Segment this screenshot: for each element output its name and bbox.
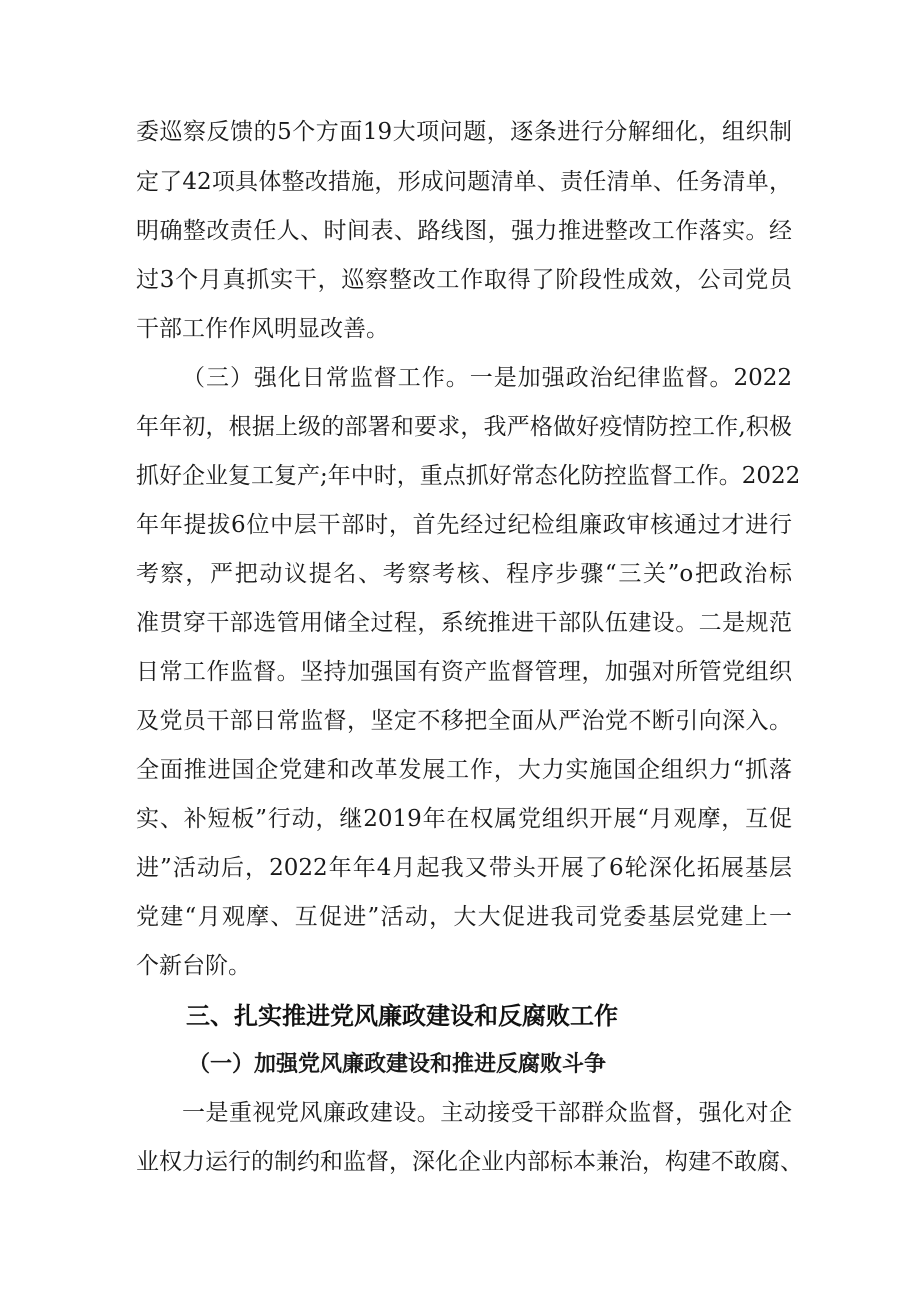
paragraph-2-line-10: 实、补短板”行动，继2019年在权属党组织开展“月观摩，互促	[136, 806, 792, 832]
paragraph-1-line-1: 委巡察反馈的5个方面19大项问题，逐条进行分解细化，组织制	[136, 119, 792, 145]
paragraph-2-line-9: 全面推进国企党建和改革发展工作，大力实施国企组织力“抓落	[136, 757, 792, 783]
paragraph-2-line-5: 考察，严把动议提名、考察考核、程序步骤“三关”o把政治标	[136, 561, 792, 587]
paragraph-1-line-5: 干部工作作风明显改善。	[136, 316, 389, 342]
paragraph-1-line-2: 定了42项具体整改措施，形成问题清单、责任清单、任务清单，	[136, 169, 792, 195]
paragraph-3-line-2: 业权力运行的制约和监督，深化企业内部标本兼治，构建不敢腐、	[136, 1149, 803, 1175]
paragraph-3-line-1: 一是重视党风廉政建设。主动接受干部群众监督，强化对企	[182, 1100, 792, 1126]
paragraph-2-line-4: 年年提拔6位中层干部时，首先经过纪检组廉政审核通过才进行	[136, 512, 792, 538]
paragraph-2-line-13: 个新台阶。	[136, 953, 251, 979]
paragraph-1-line-4: 过3个月真抓实干，巡察整改工作取得了阶段性成效，公司党员	[136, 267, 792, 293]
paragraph-1-line-3: 明确整改责任人、时间表、路线图，强力推进整改工作落实。经	[136, 218, 792, 244]
paragraph-2-line-6: 准贯穿干部选管用储全过程，系统推进干部队伍建设。二是规范	[136, 610, 792, 636]
section-heading: 三、扎实推进党风廉政建设和反腐败工作	[186, 1002, 618, 1030]
paragraph-2-line-3: 抓好企业复工复产;年中时，重点抓好常态化防控监督工作。2022	[136, 463, 801, 489]
paragraph-2-line-1: （三）强化日常监督工作。一是加强政治纪律监督。2022	[182, 365, 792, 391]
paragraph-2-line-2: 年年初，根据上级的部署和要求，我严格做好疫情防控工作,积极	[136, 414, 792, 440]
paragraph-2-line-8: 及党员干部日常监督，坚定不移把全面从严治党不断引向深入。	[136, 708, 792, 734]
paragraph-2-line-11: 进”活动后，2022年年4月起我又带头开展了6轮深化拓展基层	[136, 855, 792, 881]
paragraph-2-line-7: 日常工作监督。坚持加强国有资产监督管理，加强对所管党组织	[136, 659, 792, 685]
section-subheading: （一）加强党风廉政建设和推进反腐败斗争	[188, 1051, 607, 1077]
paragraph-2-line-12: 党建“月观摩、互促进”活动，大大促进我司党委基层党建上一	[136, 904, 792, 930]
